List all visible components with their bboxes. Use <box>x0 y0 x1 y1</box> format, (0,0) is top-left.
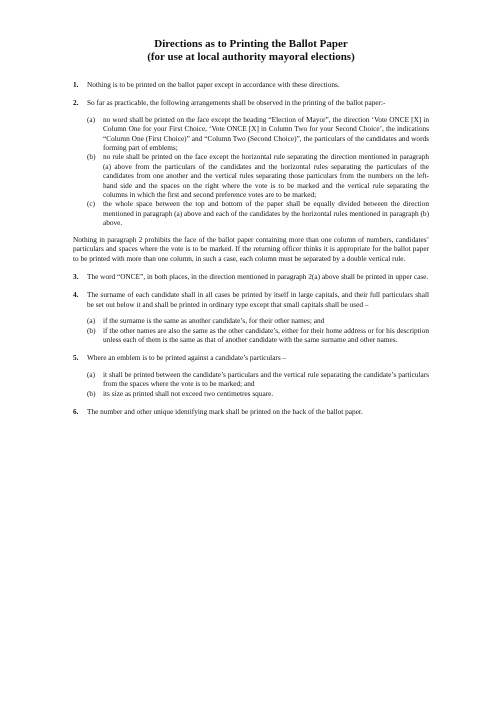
note-paragraph: Nothing in paragraph 2 prohibits the face of the ballot paper containing more than one column of numbers, candidates’ particulars and spaces where the vote is to be marked. If the returning officer thinks it is appropriate for the ballot paper to be printed with more than one column, in such a case, each column must be separated by a double vertical rule. <box>73 234 429 263</box>
item-label: (a) <box>87 114 96 124</box>
document-title <box>73 38 429 64</box>
paragraph-1 <box>73 80 429 89</box>
paragraph-6 <box>73 407 429 416</box>
paragraph-3 <box>73 272 429 281</box>
title-line-1: Directions as to Printing the Ballot Paper <box>154 38 348 50</box>
paragraph-5-item-a <box>73 370 429 389</box>
paragraph-4-item-a <box>73 316 429 325</box>
item-text: it shall be printed between the candidate’s particulars and the vertical rule separating the candidate’s particulars from the spaces where the vote is to be marked; and <box>103 369 429 389</box>
paragraph-3-number: 3. <box>73 271 79 281</box>
title-line-2: (for use at local authority mayoral elections) <box>147 51 355 63</box>
paragraph-5 <box>73 353 429 362</box>
paragraph-2-text: So far as practicable, the following arrangements shall be observed in the printing of the ballot paper:- <box>87 98 386 108</box>
item-label: (c) <box>87 199 96 209</box>
paragraph-5-number: 5. <box>73 353 79 363</box>
paragraph-4-item-b <box>73 326 429 345</box>
item-text: its size as printed shall not exceed two centimetres square. <box>103 388 274 398</box>
paragraph-6-text: The number and other unique identifying mark shall be printed on the back of the ballot paper. <box>87 406 363 416</box>
paragraph-3-text: The word “ONCE”, in both places, in the direction mentioned in paragraph 2(a) above shall be printed in upper case. <box>87 271 429 281</box>
paragraph-1-text: Nothing is to be printed on the ballot paper except in accordance with these directions. <box>87 80 340 89</box>
paragraph-5-item-b <box>73 389 429 398</box>
paragraph-6-number: 6. <box>73 406 79 416</box>
paragraph-1-number: 1. <box>73 80 79 89</box>
item-label: (a) <box>87 316 96 326</box>
document-page <box>73 38 429 416</box>
item-text: no word shall be printed on the face except the heading “Election of Mayor”, the direction ‘Vote ONCE [X] in Column One for your First Choice, ‘Vote ONCE [X] in Column Two for your Second Choice’, the indications “Column One (First Choice)” and “Column Two (Second Choice)”, the particulars of the candidates and words forming part of emblems; <box>103 114 429 153</box>
paragraph-4 <box>73 290 429 309</box>
paragraph-2 <box>73 98 429 107</box>
paragraph-2-item-b <box>73 152 429 199</box>
item-label: (b) <box>87 325 96 335</box>
paragraph-4-text: The surname of each candidate shall in all cases be printed by itself in large capitals, and their full particulars shall be set out below it and shall be printed in ordinary type except that small capitals shall be used – <box>87 290 429 309</box>
item-text: no rule shall be printed on the face except the horizontal rule separating the direction mentioned in paragraph (a) above from the particulars of the candidates and the horizontal rules separating the particulars of the candidates from one another and the vertical rules separating those particulars from the numbers on the left-hand side and the spaces on the right where the vote is to be marked and the vertical rule separating the columns in which the first and second preference votes are to be marked; <box>103 152 429 200</box>
paragraph-2-item-a <box>73 115 429 153</box>
paragraph-2-number: 2. <box>73 98 79 108</box>
item-text: if the other names are also the same as the other candidate’s, either for their home address or for his description unless each of them is the same as that of another candidate with the same surname and other names. <box>103 325 429 344</box>
item-text: if the surname is the same as another candidate’s, for their other names; and <box>103 316 325 326</box>
item-label: (b) <box>87 152 96 162</box>
item-label: (b) <box>87 388 96 398</box>
item-text: the whole space between the top and bottom of the paper shall be equally divided between the direction mentioned in paragraph (a) above and each of the candidates by the horizontal rules mentioned in paragraph (b) above. <box>103 199 430 228</box>
paragraph-2-item-c <box>73 199 429 227</box>
paragraph-5-text: Where an emblem is to be printed against a candidate’s particulars – <box>87 353 287 363</box>
item-label: (a) <box>87 369 96 379</box>
paragraph-4-number: 4. <box>73 290 79 300</box>
